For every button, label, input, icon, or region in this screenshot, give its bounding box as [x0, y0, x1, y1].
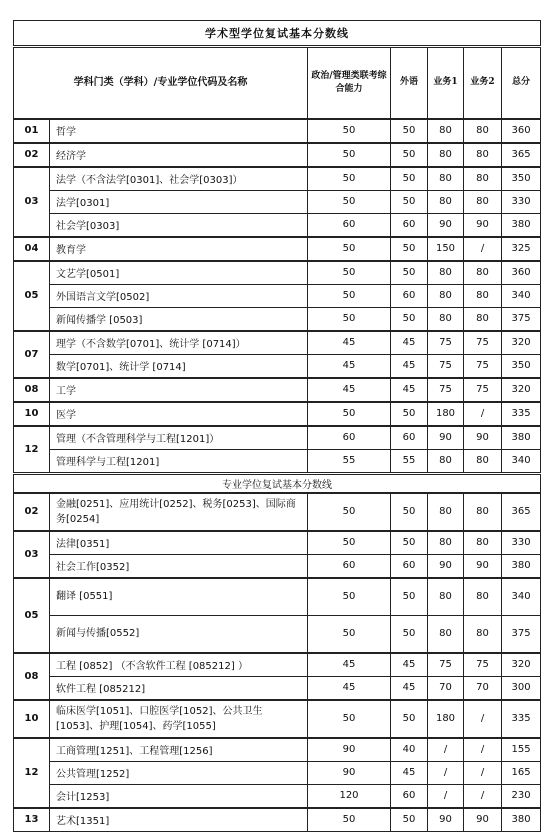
score-total: 325	[502, 237, 541, 261]
score-foreign: 50	[391, 493, 428, 531]
category-code: 01	[14, 119, 50, 143]
table-row	[14, 284, 541, 307]
score-politics: 60	[308, 213, 391, 237]
score-business2: /	[464, 738, 502, 762]
table-row	[14, 119, 541, 143]
subject-name: 教育学	[50, 237, 308, 261]
header-name: 学科门类（学科）/专业学位代码及名称	[14, 47, 308, 119]
table-row	[14, 578, 541, 616]
score-foreign: 50	[391, 167, 428, 191]
score-total: 230	[502, 784, 541, 808]
score-foreign: 50	[391, 143, 428, 167]
subject-name: 工商管理[1251]、工程管理[1256]	[50, 738, 308, 762]
category-code: 12	[14, 738, 50, 808]
table-row	[14, 354, 541, 378]
header-business2: 业务2	[464, 47, 502, 119]
subject-name: 会计[1253]	[50, 784, 308, 808]
score-total: 335	[502, 700, 541, 738]
subject-name: 翻译 [0551]	[50, 578, 308, 616]
score-politics: 90	[308, 761, 391, 784]
score-total: 375	[502, 615, 541, 653]
score-business2: 80	[464, 143, 502, 167]
score-business1: 90	[428, 554, 464, 578]
score-business1: 80	[428, 119, 464, 143]
score-politics: 50	[308, 143, 391, 167]
header-business1: 业务1	[428, 47, 464, 119]
score-politics: 50	[308, 700, 391, 738]
subject-name: 临床医学[1051]、口腔医学[1052]、公共卫生[1053]、护理[1054]、药学[1055]	[50, 700, 308, 738]
score-total: 320	[502, 378, 541, 402]
score-politics: 60	[308, 426, 391, 450]
category-code: 02	[14, 143, 50, 167]
table-row	[14, 331, 541, 355]
table-row	[14, 402, 541, 426]
score-total: 320	[502, 331, 541, 355]
subject-name: 管理科学与工程[1201]	[50, 449, 308, 473]
score-business2: 80	[464, 307, 502, 331]
score-business2: 75	[464, 378, 502, 402]
score-politics: 90	[308, 738, 391, 762]
score-business2: 80	[464, 578, 502, 616]
score-politics: 60	[308, 554, 391, 578]
subject-name: 软件工程 [085212]	[50, 676, 308, 700]
score-politics: 50	[308, 167, 391, 191]
category-code: 13	[14, 808, 50, 832]
score-politics: 45	[308, 378, 391, 402]
score-politics: 45	[308, 331, 391, 355]
subject-name: 理学（不含数学[0701]、统计学 [0714]）	[50, 331, 308, 355]
score-business2: /	[464, 784, 502, 808]
table-row	[14, 167, 541, 191]
score-total: 165	[502, 761, 541, 784]
score-foreign: 50	[391, 119, 428, 143]
table-row	[14, 213, 541, 237]
subject-name: 新闻传播学 [0503]	[50, 307, 308, 331]
score-foreign: 50	[391, 237, 428, 261]
category-code: 03	[14, 167, 50, 237]
score-business2: /	[464, 761, 502, 784]
score-foreign: 45	[391, 331, 428, 355]
header-politics: 政治/管理类联考综合能力	[308, 47, 391, 119]
score-foreign: 60	[391, 284, 428, 307]
category-code: 10	[14, 700, 50, 738]
score-foreign: 55	[391, 449, 428, 473]
score-business1: 80	[428, 190, 464, 213]
score-politics: 50	[308, 531, 391, 555]
score-business1: 80	[428, 143, 464, 167]
score-foreign: 60	[391, 554, 428, 578]
category-code: 07	[14, 331, 50, 378]
score-business1: 80	[428, 615, 464, 653]
score-business2: 80	[464, 493, 502, 531]
table-row	[14, 449, 541, 473]
score-business2: /	[464, 402, 502, 426]
score-business1: 80	[428, 531, 464, 555]
score-business1: 90	[428, 808, 464, 832]
subject-name: 公共管理[1252]	[50, 761, 308, 784]
table-row	[14, 493, 541, 531]
subject-name: 外国语言文学[0502]	[50, 284, 308, 307]
score-total: 340	[502, 578, 541, 616]
score-business2: 80	[464, 615, 502, 653]
score-total: 380	[502, 213, 541, 237]
score-business1: 90	[428, 213, 464, 237]
category-code: 05	[14, 578, 50, 653]
score-foreign: 45	[391, 354, 428, 378]
score-total: 340	[502, 284, 541, 307]
score-politics: 45	[308, 676, 391, 700]
score-business2: 90	[464, 808, 502, 832]
score-business1: 75	[428, 354, 464, 378]
score-business2: 90	[464, 554, 502, 578]
subject-name: 新闻与传播[0552]	[50, 615, 308, 653]
score-foreign: 50	[391, 700, 428, 738]
category-code: 04	[14, 237, 50, 261]
score-total: 350	[502, 354, 541, 378]
score-business1: 90	[428, 426, 464, 450]
score-politics: 50	[308, 261, 391, 285]
table-row	[14, 761, 541, 784]
score-foreign: 50	[391, 190, 428, 213]
score-foreign: 45	[391, 761, 428, 784]
score-business1: 80	[428, 284, 464, 307]
score-foreign: 50	[391, 808, 428, 832]
score-business1: /	[428, 761, 464, 784]
score-politics: 50	[308, 190, 391, 213]
table-title: 学术型学位复试基本分数线	[14, 21, 541, 47]
score-business2: 80	[464, 167, 502, 191]
table-row	[14, 307, 541, 331]
score-business1: 75	[428, 378, 464, 402]
subject-name: 哲学	[50, 119, 308, 143]
score-business1: 80	[428, 261, 464, 285]
score-politics: 120	[308, 784, 391, 808]
score-total: 375	[502, 307, 541, 331]
table-row	[14, 190, 541, 213]
score-politics: 50	[308, 493, 391, 531]
score-foreign: 60	[391, 426, 428, 450]
score-politics: 50	[308, 237, 391, 261]
score-total: 350	[502, 167, 541, 191]
table-row	[14, 700, 541, 738]
score-foreign: 50	[391, 307, 428, 331]
score-total: 320	[502, 653, 541, 677]
score-business1: 80	[428, 493, 464, 531]
subject-name: 管理（不含管理科学与工程[1201]）	[50, 426, 308, 450]
score-business1: 80	[428, 578, 464, 616]
score-business1: 80	[428, 449, 464, 473]
score-business1: 75	[428, 331, 464, 355]
table-row	[14, 378, 541, 402]
section-title: 专业学位复试基本分数线	[14, 473, 541, 493]
header-total: 总分	[502, 47, 541, 119]
score-business2: 80	[464, 119, 502, 143]
score-total: 365	[502, 143, 541, 167]
table-row	[14, 261, 541, 285]
subject-name: 经济学	[50, 143, 308, 167]
score-foreign: 50	[391, 615, 428, 653]
score-business1: 75	[428, 653, 464, 677]
subject-name: 工学	[50, 378, 308, 402]
score-foreign: 50	[391, 402, 428, 426]
category-code: 08	[14, 653, 50, 700]
score-total: 335	[502, 402, 541, 426]
score-total: 360	[502, 119, 541, 143]
score-politics: 45	[308, 653, 391, 677]
score-politics: 55	[308, 449, 391, 473]
subject-name: 社会工作[0352]	[50, 554, 308, 578]
score-politics: 50	[308, 284, 391, 307]
subject-name: 工程 [0852] （不含软件工程 [085212] ）	[50, 653, 308, 677]
table-row	[14, 426, 541, 450]
score-business1: /	[428, 784, 464, 808]
score-total: 330	[502, 190, 541, 213]
score-total: 360	[502, 261, 541, 285]
score-foreign: 60	[391, 784, 428, 808]
score-business2: /	[464, 700, 502, 738]
table-row	[14, 808, 541, 832]
score-total: 300	[502, 676, 541, 700]
score-business2: 80	[464, 449, 502, 473]
table-row	[14, 237, 541, 261]
table-row	[14, 653, 541, 677]
table-row	[14, 554, 541, 578]
score-politics: 50	[308, 119, 391, 143]
score-politics: 45	[308, 354, 391, 378]
score-total: 380	[502, 426, 541, 450]
score-business1: 80	[428, 167, 464, 191]
score-business2: 90	[464, 426, 502, 450]
score-business2: 80	[464, 190, 502, 213]
subject-name: 艺术[1351]	[50, 808, 308, 832]
score-business2: 70	[464, 676, 502, 700]
table-row	[14, 738, 541, 762]
score-business2: 75	[464, 354, 502, 378]
score-business2: 90	[464, 213, 502, 237]
score-total: 380	[502, 808, 541, 832]
score-business1: /	[428, 738, 464, 762]
score-foreign: 45	[391, 653, 428, 677]
score-total: 365	[502, 493, 541, 531]
category-code: 02	[14, 493, 50, 531]
subject-name: 法律[0351]	[50, 531, 308, 555]
subject-name: 法学[0301]	[50, 190, 308, 213]
subject-name: 法学（不含法学[0301]、社会学[0303]）	[50, 167, 308, 191]
category-code: 12	[14, 426, 50, 474]
score-business1: 70	[428, 676, 464, 700]
score-business2: 75	[464, 653, 502, 677]
score-total: 380	[502, 554, 541, 578]
table-row	[14, 615, 541, 653]
category-code: 08	[14, 378, 50, 402]
header-foreign: 外语	[391, 47, 428, 119]
subject-name: 文艺学[0501]	[50, 261, 308, 285]
score-total: 330	[502, 531, 541, 555]
score-foreign: 50	[391, 578, 428, 616]
score-business2: 80	[464, 531, 502, 555]
score-total: 340	[502, 449, 541, 473]
category-code: 03	[14, 531, 50, 578]
score-politics: 50	[308, 578, 391, 616]
score-foreign: 50	[391, 531, 428, 555]
score-foreign: 50	[391, 261, 428, 285]
table-row	[14, 531, 541, 555]
score-business1: 150	[428, 237, 464, 261]
subject-name: 数学[0701]、统计学 [0714]	[50, 354, 308, 378]
subject-name: 医学	[50, 402, 308, 426]
score-politics: 50	[308, 808, 391, 832]
score-business1: 180	[428, 700, 464, 738]
subject-name: 金融[0251]、应用统计[0252]、税务[0253]、国际商务[0254]	[50, 493, 308, 531]
score-foreign: 60	[391, 213, 428, 237]
score-politics: 50	[308, 307, 391, 331]
score-business2: 80	[464, 284, 502, 307]
subject-name: 社会学[0303]	[50, 213, 308, 237]
score-business1: 80	[428, 307, 464, 331]
score-total: 155	[502, 738, 541, 762]
table-row	[14, 676, 541, 700]
score-business1: 180	[428, 402, 464, 426]
score-foreign: 45	[391, 378, 428, 402]
score-table	[13, 20, 541, 832]
score-business2: 80	[464, 261, 502, 285]
score-business2: 75	[464, 331, 502, 355]
section-row	[14, 473, 541, 493]
score-foreign: 40	[391, 738, 428, 762]
category-code: 10	[14, 402, 50, 426]
category-code: 05	[14, 261, 50, 331]
score-foreign: 45	[391, 676, 428, 700]
score-politics: 50	[308, 615, 391, 653]
score-politics: 50	[308, 402, 391, 426]
table-row	[14, 784, 541, 808]
table-row	[14, 143, 541, 167]
score-business2: /	[464, 237, 502, 261]
